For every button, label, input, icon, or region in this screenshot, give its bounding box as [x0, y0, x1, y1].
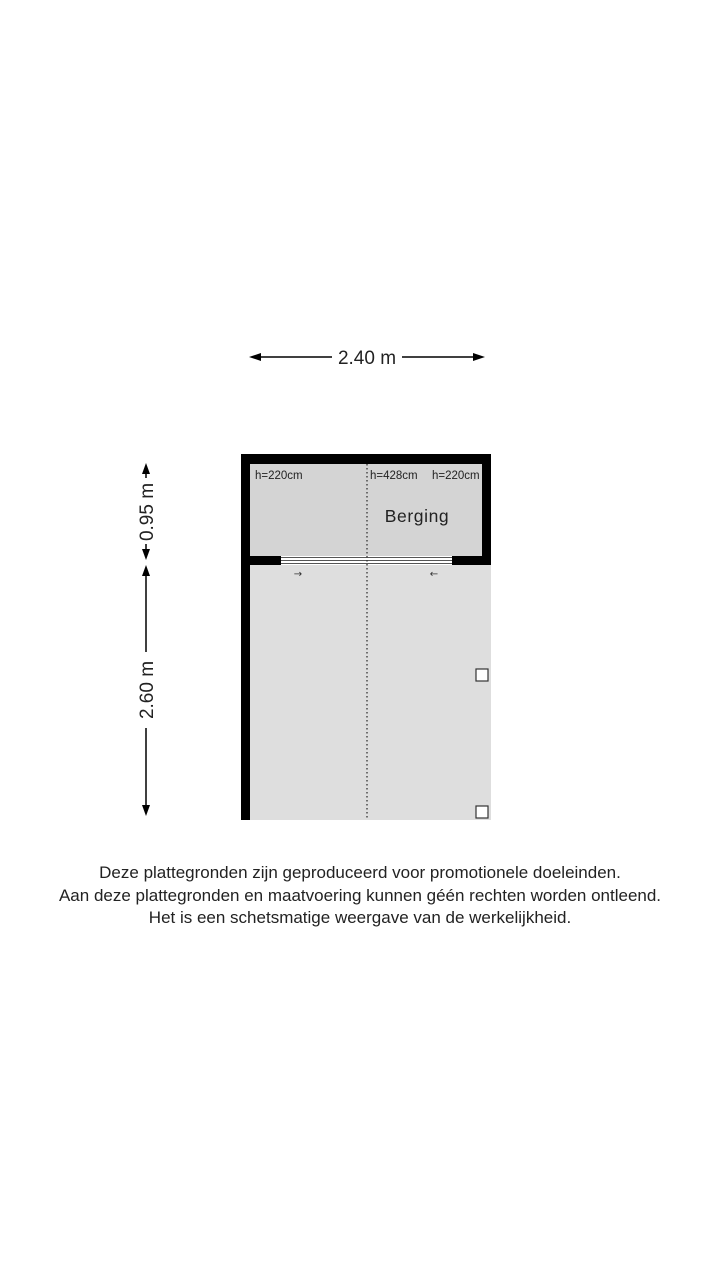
height-label-right: h=220cm: [432, 470, 480, 482]
top-height-dimension: [137, 463, 158, 560]
door-arrow-right-icon: ←: [429, 569, 439, 580]
bottom-height-dimension: [137, 565, 158, 816]
wall-top: [241, 454, 491, 464]
arrow-down-icon: [142, 549, 150, 560]
floor-area: [250, 565, 491, 820]
arrow-up-icon: [142, 463, 150, 474]
disclaimer-line: Deze plattegronden zijn geproduceerd voor promotionele doeleinden.: [99, 863, 621, 882]
bottom-height-label: 2.60 m: [137, 660, 158, 720]
arrow-left-icon: [249, 353, 261, 361]
arrow-up-icon: [142, 565, 150, 576]
width-label: 2.40 m: [337, 348, 397, 369]
door-arrow-left-icon: →: [293, 569, 303, 580]
arrow-right-icon: [473, 353, 485, 361]
outlet-icon: [476, 806, 488, 818]
disclaimer-line: Aan deze plattegronden en maatvoering kunnen géén rechten worden ontleend.: [58, 885, 662, 905]
wall-right: [482, 454, 491, 565]
arrow-down-icon: [142, 805, 150, 816]
wall-stub-right: [452, 556, 491, 565]
width-dimension: [249, 348, 485, 369]
disclaimer-line: Het is een schetsmatige weergave van de werkelijkheid.: [148, 908, 572, 927]
room-label: Berging: [384, 506, 450, 526]
wall-left: [241, 454, 250, 820]
height-label-left: h=220cm: [255, 470, 303, 482]
height-label-middle: h=428cm: [370, 470, 418, 482]
disclaimer: [0, 862, 720, 930]
outlet-icon: [476, 669, 488, 681]
top-height-label: 0.95 m: [137, 482, 158, 542]
wall-stub-left: [241, 556, 281, 565]
